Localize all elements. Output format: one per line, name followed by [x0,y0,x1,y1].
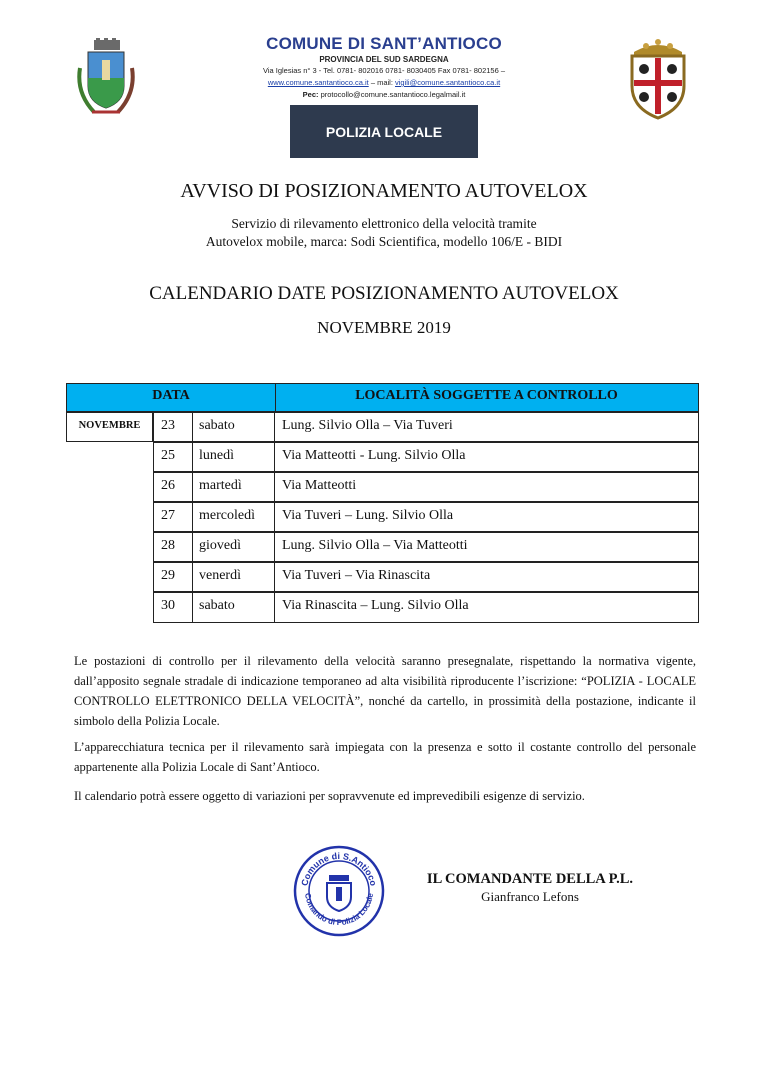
day-cell: 25 [153,442,193,472]
contact-address: Via Iglesias n° 3 - Tel. 0781- 802016 0781- 8030405 Fax 0781- 802156 – [262,66,506,75]
polizia-locale-badge: POLIZIA LOCALE [290,105,478,158]
table-header [66,383,699,412]
contact-web-line [200,78,568,87]
location-cell: Via Tuveri – Via Rinascita [274,562,699,592]
weekday-cell: sabato [192,412,275,442]
website-link[interactable]: www.comune.santantioco.ca.it [267,78,369,87]
location-cell: Lung. Silvio Olla – Via Matteotti [274,532,699,562]
location-cell: Via Matteotti - Lung. Silvio Olla [274,442,699,472]
mail-link[interactable]: vigili@comune.santantioco.ca.it [395,78,501,87]
official-stamp-icon [293,845,385,937]
weekday-cell: venerdì [192,562,275,592]
body-paragraph-variations: Il calendario potrà essere oggetto di variazioni per sopravvenute ed imprevedibili esigenze di servizio. [74,789,585,803]
sardinia-crest-icon [622,38,694,120]
calendar-title: CALENDARIO DATE POSIZIONAMENTO AUTOVELOX [149,283,619,304]
month-cell: NOVEMBRE [66,412,153,442]
day-cell: 26 [153,472,193,502]
mail-prefix: – mail: [370,78,393,87]
body-paragraph-equipment: L’apparecchiatura tecnica per il rilevamento sarà impiegata con la presenza e sotto il costante controllo del personale appartenente alla Polizia Locale di Sant’Antioco. [74,740,696,774]
stamp-text-bottom: Comando di Polizia Locale [302,892,375,928]
calendar-month: NOVEMBRE 2019 [317,318,451,337]
location-cell: Via Matteotti [274,472,699,502]
stamp-text-top: Comune di S.Antioco [299,850,379,887]
signature-title: IL COMANDANTE DELLA P.L. [426,871,634,887]
body-paragraph-signage: Le postazioni di controllo per il rilevamento della velocità saranno presegnalate, rispettando la normativa vigente, dall’apposito segnale stradale di indicazione temporaneo ad alta visibilità riproducente l’iscrizione: “POLIZIA - LOCALE CONTROLLO ELETTRONICO DELLA VELOCITÀ”, nonché da cartello, in prossimità della postazione, indicante il simbolo della Polizia Locale. [74,654,696,728]
signature-name: Gianfranco Lefons [481,889,579,904]
municipality-title: COMUNE DI SANT’ANTIOCO [266,34,502,53]
weekday-cell: mercoledì [192,502,275,532]
day-cell: 23 [153,412,193,442]
location-cell: Lung. Silvio Olla – Via Tuveri [274,412,699,442]
municipal-crest-icon [74,38,138,122]
province-name: PROVINCIA DEL SUD SARDEGNA [319,55,449,64]
weekday-cell: giovedì [192,532,275,562]
day-cell: 29 [153,562,193,592]
day-cell: 28 [153,532,193,562]
weekday-cell: lunedì [192,442,275,472]
weekday-cell: sabato [192,592,275,623]
day-cell: 27 [153,502,193,532]
contact-pec-line [200,90,568,99]
notice-subtitle-line1: Servizio di rilevamento elettronico della velocità tramite [231,216,537,231]
location-cell: Via Tuveri – Lung. Silvio Olla [274,502,699,532]
column-header-location: LOCALITÀ SOGGETTE A CONTROLLO [355,388,618,403]
column-header-date: DATA [67,384,276,411]
notice-title: AVVISO DI POSIZIONAMENTO AUTOVELOX [180,180,588,202]
pec-address: protocollo@comune.santantioco.legalmail.it [320,90,466,99]
pec-label: Pec: [302,90,319,99]
location-cell: Via Rinascita – Lung. Silvio Olla [274,592,699,623]
day-cell: 30 [153,592,193,623]
weekday-cell: martedì [192,472,275,502]
notice-subtitle-line2: Autovelox mobile, marca: Sodi Scientifica, modello 106/E - BIDI [205,234,563,249]
